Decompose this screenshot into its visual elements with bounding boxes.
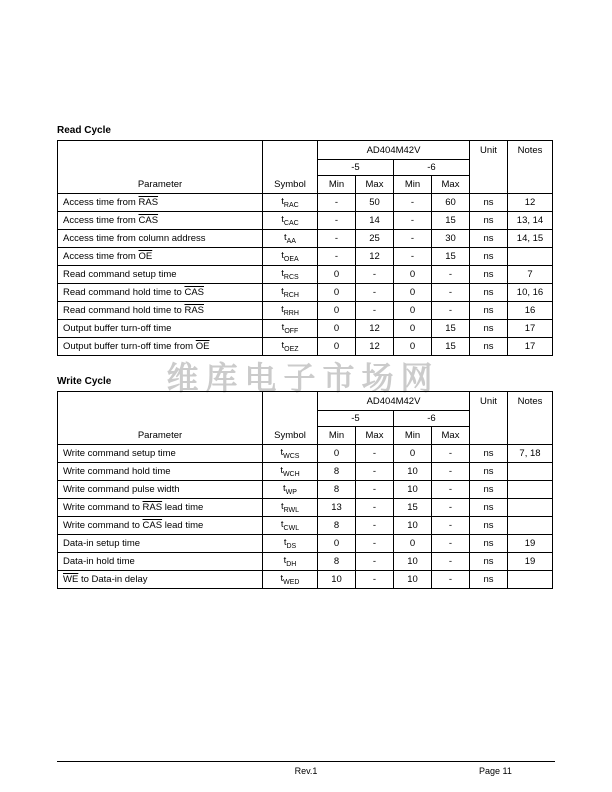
table-row [58,320,553,338]
table-header-row [58,141,553,160]
max-header: Max [432,176,470,194]
watermark-text: 维库电子市场网 [166,360,440,396]
write-cycle-title: Write Cycle [57,376,112,387]
symbol-subscript: OFF [284,327,299,335]
parameter-text-overline: $\overline{OE}$ [195,341,210,352]
parameter-text-pre: Write command pulse width [63,484,180,495]
max-5-cell: 50 [356,194,394,212]
min-5-cell: 0 [318,535,356,553]
max-5-cell: - [356,535,394,553]
speed-grade-5-header: -5 [318,160,394,176]
max-5-cell: - [356,266,394,284]
notes-cell: 7, 18 [508,445,553,463]
min-header: Min [318,427,356,445]
symbol-cell [263,338,318,356]
parameter-cell [58,230,263,248]
read-cycle-table-body [58,194,553,356]
symbol-base: t [283,537,287,549]
table-row [58,248,553,266]
symbol-cell [263,266,318,284]
max-6-cell: - [432,445,470,463]
unit-cell: ns [470,517,508,535]
symbol-cell [263,571,318,589]
table-row [58,571,553,589]
parameter-text-overline: $\overline{CAS}$ [142,520,163,531]
notes-cell: 19 [508,553,553,571]
parameter-text-pre: Read command hold time to [63,305,185,316]
parameter-text-pre: Access time from [63,215,139,226]
table-row [58,499,553,517]
table-row [58,266,553,284]
max-5-cell: - [356,499,394,517]
notes-cell [508,571,553,589]
min-6-cell: 10 [394,553,432,571]
max-6-cell: - [432,571,470,589]
unit-cell: ns [470,445,508,463]
min-6-cell: 0 [394,320,432,338]
parameter-header: Parameter [58,141,263,194]
table-row [58,212,553,230]
notes-header: Notes [508,392,553,445]
footer-divider [57,761,555,762]
symbol-base: t [281,304,284,316]
max-6-cell: - [432,553,470,571]
unit-cell: ns [470,230,508,248]
symbol-cell [263,517,318,535]
min-6-cell: 10 [394,571,432,589]
min-5-cell: 8 [318,481,356,499]
write-cycle-table [57,391,553,589]
speed-grade-5-header: -5 [318,411,394,427]
parameter-text-overline: $\overline{CAS}$ [138,215,159,226]
unit-cell: ns [470,194,508,212]
symbol-subscript: RCH [283,291,299,299]
product-header: AD404M42V [318,392,470,411]
symbol-cell [263,481,318,499]
table-row [58,535,553,553]
symbol-cell [263,230,318,248]
unit-cell: ns [470,463,508,481]
max-6-cell: - [432,284,470,302]
min-6-cell: - [394,248,432,266]
min-5-cell: 0 [318,445,356,463]
min-6-cell: 0 [394,445,432,463]
notes-cell [508,463,553,481]
speed-grade-6-header: -6 [394,160,470,176]
unit-cell: ns [470,266,508,284]
max-6-cell: - [432,535,470,553]
notes-cell: 17 [508,320,553,338]
symbol-subscript: RWL [283,506,300,514]
symbol-subscript: DS [286,542,297,550]
min-6-cell: 0 [394,302,432,320]
notes-cell [508,481,553,499]
symbol-subscript: OEZ [284,345,299,353]
parameter-text-post: lead time [162,520,204,531]
max-5-cell: - [356,517,394,535]
unit-header: Unit [470,392,508,445]
max-5-cell: 25 [356,230,394,248]
max-6-cell: - [432,302,470,320]
parameter-text-pre: Write command to [63,502,143,513]
parameter-text-pre: Write command setup time [63,448,176,459]
symbol-cell [263,553,318,571]
parameter-text-pre: Read command hold time to [63,287,185,298]
symbol-subscript: WP [285,488,297,496]
min-5-cell: 10 [318,571,356,589]
parameter-text-pre: Access time from column address [63,233,206,244]
notes-cell: 13, 14 [508,212,553,230]
max-6-cell: 60 [432,194,470,212]
max-5-cell: 12 [356,320,394,338]
min-5-cell: 0 [318,284,356,302]
min-6-cell: 0 [394,338,432,356]
parameter-text-pre: Access time from [63,197,139,208]
parameter-text-pre: Data-in hold time [63,556,135,567]
symbol-subscript: WCH [282,470,300,478]
min-header: Min [318,176,356,194]
table-row [58,517,553,535]
parameter-text-post: to Data-in delay [78,574,148,585]
product-header: AD404M42V [318,141,470,160]
footer-page-number: Page 11 [479,766,512,776]
unit-cell: ns [470,212,508,230]
table-row [58,481,553,499]
min-6-cell: - [394,194,432,212]
min-6-cell: - [394,212,432,230]
parameter-text-overline: $\overline{WE}$ [63,574,79,585]
symbol-base: t [284,232,287,244]
table-row [58,302,553,320]
max-5-cell: - [356,571,394,589]
notes-cell: 12 [508,194,553,212]
symbol-cell [263,194,318,212]
parameter-cell [58,481,263,499]
parameter-cell [58,535,263,553]
max-5-cell: - [356,553,394,571]
parameter-text-overline: $\overline{OE}$ [138,251,153,262]
parameter-cell [58,463,263,481]
min-5-cell: 13 [318,499,356,517]
symbol-base: t [281,340,285,352]
parameter-text-pre: Access time from [63,251,139,262]
parameter-text-pre: Write command hold time [63,466,171,477]
symbol-cell [263,302,318,320]
parameter-text-overline: $\overline{CAS}$ [184,287,204,298]
min-6-cell: 15 [394,499,432,517]
unit-cell: ns [470,284,508,302]
table-row [58,553,553,571]
min-6-cell: 0 [394,284,432,302]
parameter-text-overline: $\overline{RAS}$ [184,305,204,316]
max-6-cell: - [432,463,470,481]
parameter-cell [58,571,263,589]
parameter-cell [58,266,263,284]
notes-cell [508,248,553,266]
min-6-cell: 0 [394,535,432,553]
min-5-cell: - [318,212,356,230]
max-header: Max [356,176,394,194]
write-cycle-table-body [58,445,553,589]
parameter-text-overline: $\overline{RAS}$ [138,197,159,208]
max-5-cell: - [356,302,394,320]
notes-cell: 17 [508,338,553,356]
unit-header: Unit [470,141,508,194]
parameter-cell [58,284,263,302]
min-5-cell: 8 [318,463,356,481]
table-row [58,194,553,212]
min-header: Min [394,176,432,194]
min-5-cell: - [318,194,356,212]
table-row [58,230,553,248]
parameter-header: Parameter [58,392,263,445]
symbol-header: Symbol [263,392,318,445]
unit-cell: ns [470,481,508,499]
min-5-cell: 8 [318,553,356,571]
max-6-cell: 15 [432,248,470,266]
symbol-subscript: OEA [283,255,299,263]
min-6-cell: - [394,230,432,248]
notes-header: Notes [508,141,553,194]
unit-cell: ns [470,338,508,356]
max-5-cell: - [356,481,394,499]
table-header-row [58,392,553,411]
parameter-cell [58,517,263,535]
notes-cell [508,517,553,535]
table-row [58,284,553,302]
symbol-cell [263,212,318,230]
symbol-cell [263,535,318,553]
notes-cell: 19 [508,535,553,553]
max-6-cell: 15 [432,320,470,338]
max-header: Max [356,427,394,445]
symbol-subscript: RAC [283,201,299,209]
notes-cell: 10, 16 [508,284,553,302]
symbol-base: t [281,196,284,208]
symbol-cell [263,463,318,481]
max-6-cell: - [432,499,470,517]
parameter-text-pre: Read command setup time [63,269,177,280]
symbol-subscript: RRH [283,309,299,317]
unit-cell: ns [470,571,508,589]
footer-revision: Rev.1 [294,766,318,776]
parameter-cell [58,499,263,517]
symbol-cell [263,320,318,338]
parameter-cell [58,338,263,356]
unit-cell: ns [470,499,508,517]
min-5-cell: 0 [318,266,356,284]
parameter-text-pre: Output buffer turn-off time [63,323,172,334]
parameter-cell [58,553,263,571]
symbol-base: t [281,286,284,298]
max-6-cell: 15 [432,338,470,356]
notes-cell [508,499,553,517]
symbol-base: t [280,465,283,477]
max-5-cell: - [356,445,394,463]
notes-cell: 14, 15 [508,230,553,248]
read-cycle-table [57,140,553,356]
symbol-base: t [280,573,284,585]
parameter-cell [58,302,263,320]
min-5-cell: - [318,230,356,248]
symbol-cell [263,248,318,266]
max-6-cell: 15 [432,212,470,230]
min-5-cell: 0 [318,338,356,356]
max-6-cell: - [432,266,470,284]
parameter-cell [58,445,263,463]
max-5-cell: 12 [356,338,394,356]
symbol-base: t [281,214,284,226]
symbol-cell [263,284,318,302]
unit-cell: ns [470,302,508,320]
parameter-cell [58,212,263,230]
unit-cell: ns [470,320,508,338]
symbol-base: t [283,555,287,567]
notes-cell: 7 [508,266,553,284]
min-6-cell: 0 [394,266,432,284]
symbol-subscript: AA [286,237,296,245]
min-5-cell: 0 [318,302,356,320]
symbol-subscript: CAC [283,219,299,227]
max-5-cell: 14 [356,212,394,230]
min-5-cell: 8 [318,517,356,535]
symbol-subscript: DH [286,560,297,568]
max-6-cell: 30 [432,230,470,248]
parameter-cell [58,248,263,266]
unit-cell: ns [470,248,508,266]
max-5-cell: 12 [356,248,394,266]
symbol-subscript: WCS [283,452,300,460]
parameter-text-pre: Data-in setup time [63,538,141,549]
symbol-subscript: CWL [283,524,300,532]
min-header: Min [394,427,432,445]
max-6-cell: - [432,481,470,499]
max-header: Max [432,427,470,445]
min-5-cell: 0 [318,320,356,338]
symbol-cell [263,445,318,463]
parameter-cell [58,320,263,338]
symbol-subscript: WED [283,578,300,586]
max-6-cell: - [432,517,470,535]
min-6-cell: 10 [394,481,432,499]
symbol-base: t [281,250,284,262]
symbol-base: t [280,447,284,459]
parameter-text-pre: Write command to [63,520,143,531]
symbol-base: t [281,322,285,334]
table-row [58,445,553,463]
symbol-base: t [280,501,284,513]
min-5-cell: - [318,248,356,266]
speed-grade-6-header: -6 [394,411,470,427]
parameter-text-post: lead time [162,502,204,513]
max-5-cell: - [356,284,394,302]
max-5-cell: - [356,463,394,481]
notes-cell: 16 [508,302,553,320]
symbol-header: Symbol [263,141,318,194]
symbol-cell [263,499,318,517]
min-6-cell: 10 [394,463,432,481]
table-row [58,463,553,481]
min-6-cell: 10 [394,517,432,535]
symbol-base: t [283,483,286,495]
parameter-text-pre: Output buffer turn-off time from [63,341,196,352]
symbol-base: t [281,268,284,280]
unit-cell: ns [470,553,508,571]
table-row [58,338,553,356]
parameter-cell [58,194,263,212]
parameter-text-overline: $\overline{RAS}$ [142,502,163,513]
symbol-base: t [280,519,284,531]
unit-cell: ns [470,535,508,553]
read-cycle-title: Read Cycle [57,125,111,136]
symbol-subscript: RCS [283,273,299,281]
